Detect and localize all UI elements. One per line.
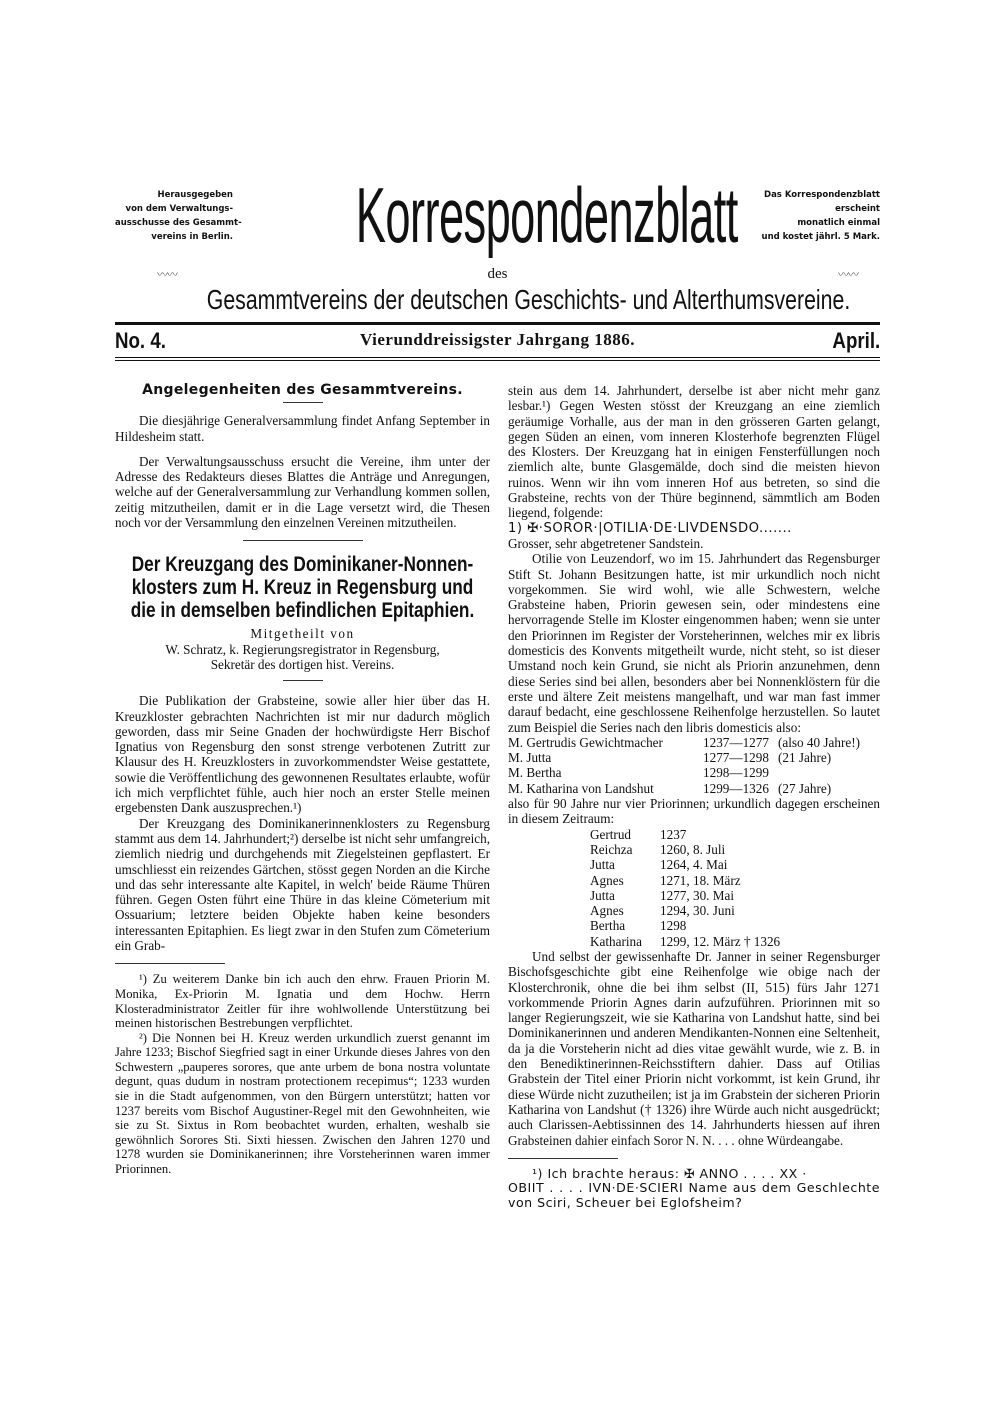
publisher-note-line: ausschusse des Gesammt-: [115, 218, 242, 228]
prior-row: [590, 903, 880, 918]
prior-name: Agnes: [590, 903, 624, 919]
prior-row: [590, 934, 880, 949]
byline: Mitgetheilt von: [250, 626, 355, 642]
article-title-line: Der Kreuzgang des Dominikaner-Nonnen-: [131, 553, 474, 577]
ornament-wave: 〰〰: [157, 269, 177, 281]
footnote: OBIIT . . . . IVN·DE·SCIERI Name aus dem Geschlechte von Sciri, Scheuer bei Eglofsheim?: [508, 1180, 880, 1211]
divider: [283, 680, 323, 681]
series-row: [508, 750, 880, 765]
inscription: 1) ✠·SOROR·|OTILIA·DE·LIVDENSDO.......: [508, 520, 792, 536]
header-rule: [115, 357, 880, 358]
publisher-note-line: von dem Verwaltungs-: [125, 204, 233, 214]
title-connector: des: [487, 266, 508, 282]
prior-name: Katharina: [590, 933, 642, 949]
prior-date: 1299, 12. März † 1326: [660, 933, 781, 949]
prior-name: Gertrud: [590, 826, 632, 842]
paragraph: also für 90 Jahre nur vier Priorinnen; urkundlich dagegen erscheinen in diesem Zeitraum:: [508, 796, 880, 827]
paragraph: Der Verwaltungsausschuss ersucht die Vereine, ihm unter der Adresse des Redakteurs dieses Blattes die Anträge und Anregungen, welche auf der Generalversammlung zur Verhandlung kommen sollen, zeitig mitzutheilen, damit er in die Lage versetzt wird, die Thesen noch vor der Versammlung den einzelnen Vereinen mitzutheilen.: [115, 453, 490, 531]
paragraph: Die Publikation der Grabsteine, sowie aller hier über das H. Kreuzkloster gebrachten Nachrichten ist mir nur dadurch möglich geworden, dass mir Seine Gnaden der hochwürdigste Herr Bischof Ignatius von Regensburg den sonst strenge verbotenen Zutritt zur Klausur des H. Kreuzklosters in zuvorkommendster Weise gestattete, sowie die Veröffentlichung des gewonnenen Resultates erlaubte, wofür ich mich verpflichtet fühle, auch hier noch an erster Stelle meinen ergebensten Dank auszusprechen.¹): [115, 693, 490, 816]
series-row: [508, 781, 880, 796]
subscription-note: [750, 188, 880, 244]
publisher-note-line: Herausgegeben: [157, 190, 233, 200]
header-rule: [115, 360, 880, 361]
divider: [283, 402, 323, 403]
spacer: [115, 444, 490, 454]
footnotes: [508, 1167, 880, 1211]
series-note: (27 Jahre): [778, 780, 832, 796]
header-rule: [115, 322, 880, 325]
priors-list: [590, 827, 880, 949]
subscription-note-line: monatlich einmal: [797, 218, 880, 228]
paragraph: Otilie von Leuzendorf, wo im 15. Jahrhundert das Regensburger Stift St. Johann Besitzungen hatte, ist mir urkundlich noch nicht vorgekommen. Sie wird wohl, wie alle Schwestern, welche Grabsteine haben, Priorin gewesen sein, oder mindestens eine hervorragende Stelle im Kloster eingenommen haben; wenn sie unter den Priorinnen im Register der Vorsteherinnen, welches mir ex libris domesticis des Konvents mitgetheilt wurde, nicht steht, so ist dieser Umstand noch kein Grund, sie nicht als Priorin anzunehmen, denn diese Series sind bei allen, besonders aber bei Nonnenklöstern für die erste und ältere Zeit meistens mangelhaft, und war man fast immer darauf bedacht, eine geschlossene Reihenfolge herzustellen. So lautet zum Beispiel die Series nach den libris domesticis also:: [508, 551, 880, 735]
publisher-note-line: vereins in Berlin.: [151, 232, 233, 242]
series-name: M. Jutta: [508, 750, 552, 766]
newspaper-subtitle: Gesammtvereins der deutschen Geschichts- und Alterthumsvereine.: [206, 284, 851, 315]
prior-date: 1264, 4. Mai: [660, 857, 728, 873]
issue-month: April.: [832, 328, 880, 353]
masthead: [115, 171, 880, 320]
footnote-rule: [508, 1158, 618, 1159]
footnote-rule: [115, 963, 225, 964]
prior-date: 1277, 30. Mai: [660, 887, 734, 903]
paragraph: stein aus dem 14. Jahrhundert, derselbe ist aber nicht mehr ganz lesbar.¹) Gegen Westen stösst der Kreuzgang an eine ziemlich geräumige Vorhalle, aus der man in den grösseren Garten gelangt, gegen Süden an einen, vom inneren Klosterhofe begrenzten Flügel des Klosters. Der Kreuzgang hat in einigen Fensterfüllungen noch ziemlich alte, bunte Glasgemälde, doch sind die meisten hievon ruinos. Wenn wir ihn vom inneren Hof aus betreten, so sind die Grabsteine, rechts von der Thüre beginnend, sämmtlich am Boden liegend, folgende:: [508, 383, 880, 521]
prior-row: [590, 827, 880, 842]
section-heading: Angelegenheiten des Gesammtvereins.: [142, 382, 463, 398]
footnote: ¹) Zu weiterem Danke bin ich auch den ehrw. Frauen Priorin M. Monika, Ex-Priorin M. Ignatia und dem Hochw. Herrn Klosteradministrator Zeitler für ihre wohlwollende Unterstützung bei meinen historischen Bestrebungen verpflichtet.: [115, 972, 490, 1031]
prior-name: Reichza: [590, 841, 633, 857]
prior-date: 1237: [660, 826, 687, 842]
left-column: [115, 383, 490, 1177]
subscription-note-line: und kostet jährl. 5 Mark.: [761, 232, 880, 242]
prior-row: [590, 857, 880, 872]
series-name: M. Bertha: [508, 765, 562, 781]
subscription-note-line: erscheint: [835, 204, 880, 214]
prior-date: 1294, 30. Juni: [660, 903, 735, 919]
footnote: ¹) Ich brachte heraus: ✠ ANNO . . . . XX ·: [532, 1165, 807, 1181]
issue-line: [115, 328, 880, 354]
series-name: M. Gertrudis Gewichtmacher: [508, 734, 663, 750]
prior-row: [590, 888, 880, 903]
newspaper-title: Korrespondenzblatt: [355, 171, 738, 259]
article-title: [121, 553, 484, 622]
subscription-note-line: Das Korrespondenzblatt: [764, 190, 880, 200]
paragraph: Die diesjährige Generalversammlung findet Anfang September in Hildesheim statt.: [115, 413, 490, 444]
divider: [243, 540, 363, 541]
series-years: 1299—1326: [703, 780, 769, 796]
article-title-line: die in demselben befindlichen Epitaphien.: [130, 599, 475, 623]
series-note: (21 Jahre): [778, 750, 832, 766]
prior-date: 1271, 18. März: [660, 872, 741, 888]
byline-role: Sekretär des dortigen hist. Vereins.: [210, 656, 395, 672]
byline-author: W. Schratz, k. Regierungsregistrator in Regensburg,: [165, 641, 440, 657]
prior-name: Jutta: [590, 887, 615, 903]
prior-date: 1298: [660, 918, 687, 934]
article-title-line: klosters zum H. Kreuz in Regensburg und: [131, 576, 474, 600]
footnote: ²) Die Nonnen bei H. Kreuz werden urkundlich zuerst genannt im Jahre 1233; Bischof Siegfried sagt in einer Urkunde dieses Jahres von den Schwestern „pauperes sorores, que ante urbem de bona nostra voluntate degunt, quas dudum in nostram protectionem recepimus“; 1233 wurden sie in die Stadt aufgenommen, von den Bürgern unterstützt; hatten vor 1237 bereits vom Bischof Augustiner-Regel mit den Gewohnheiten, wie sie zu St. Sixtus in Rom beobachtet wurden, erhalten, weshalb sie gewöhnlich Sorores Sti. Sixti hiessen. Zwischen den Jahren 1270 und 1278 wurden sie Dominikanerinnen; ihre Vorsteherinnen waren immer Priorinnen.: [115, 1030, 490, 1177]
prior-row: [590, 842, 880, 857]
series-years: 1298—1299: [703, 765, 769, 781]
publisher-note: [115, 188, 242, 244]
issue-year: Vierunddreissigster Jahrgang 1886.: [359, 330, 635, 349]
series-years: 1277—1298: [703, 750, 769, 766]
series-row: [508, 735, 880, 750]
paragraph: Der Kreuzgang des Dominikanerinnenklosters zu Regensburg stammt aus dem 14. Jahrhundert;²) derselbe ist nicht sehr umfangreich, ziemlich niedrig und durchgehends mit Ziegelsteinen gepflastert. Er umschliesst ein reizendes Gärtchen, stösst gegen Norden an die Kirche und das sehr interessante alte Kapitel, in welch' beide Räume Thüren führen. Gegen Osten führt eine Thüre in das kleine Cömeterium mit Ossuarium; letztere beiden Objekte haben keine besonders interessanten Epitaphien. Es liegt zwar in den Stufen zum Cömeterium ein Grab-: [115, 815, 490, 954]
issue-number: No. 4.: [115, 328, 166, 353]
series-name: M. Katharina von Landshut: [508, 780, 654, 796]
ornament-wave: 〰〰: [838, 269, 858, 281]
prior-row: [590, 918, 880, 933]
prior-date: 1260, 8. Juli: [660, 841, 726, 857]
series-table: [508, 735, 880, 796]
prior-name: Jutta: [590, 857, 615, 873]
right-column: [508, 383, 880, 1211]
footnotes: [115, 972, 490, 1176]
prior-row: [590, 873, 880, 888]
prior-name: Bertha: [590, 918, 626, 934]
series-years: 1237—1277: [703, 734, 769, 750]
paragraph: Grosser, sehr abgetretener Sandstein.: [508, 535, 704, 551]
paragraph: Und selbst der gewissenhafte Dr. Janner in seiner Regensburger Bischofsgeschichte gibt eine Reihenfolge wie obige nach der Klosterchronik, ohne die bei ihm selbst (II, 515) fürs Jahr 1271 vorkommende Priorin Agnes darin aufzuführen. Priorinnen mit so langer Regierungszeit, wie sie Katharina von Landshut hatte, sind bei Dominikanerinnen und anderen Mendikanten-Nonnen eine Seltenheit, da ja die Vorsteherin nicht ad dies vitae gewählt wurde, wie z. B. in den Benediktinerinnen-Reichsstiftern dahier. Dass auf Otilias Grabstein der Titel einer Priorin nicht vorkommt, ist kein Grund, ihr diese Würde nicht zuzutheilen; ist ja im Grabstein der sicheren Priorin Katharina von Landshut († 1326) ihre Würde auch nicht ausgedrückt; auch Clarissen-Aebtissinnen des 14. Jahrhunderts hiessen auf ihren Grabsteinen dahier einfach Soror N. N. . . . ohne Würdeangabe.: [508, 948, 880, 1148]
series-note: (also 40 Jahre!): [778, 734, 861, 750]
prior-name: Agnes: [590, 872, 624, 888]
series-row: [508, 765, 880, 780]
